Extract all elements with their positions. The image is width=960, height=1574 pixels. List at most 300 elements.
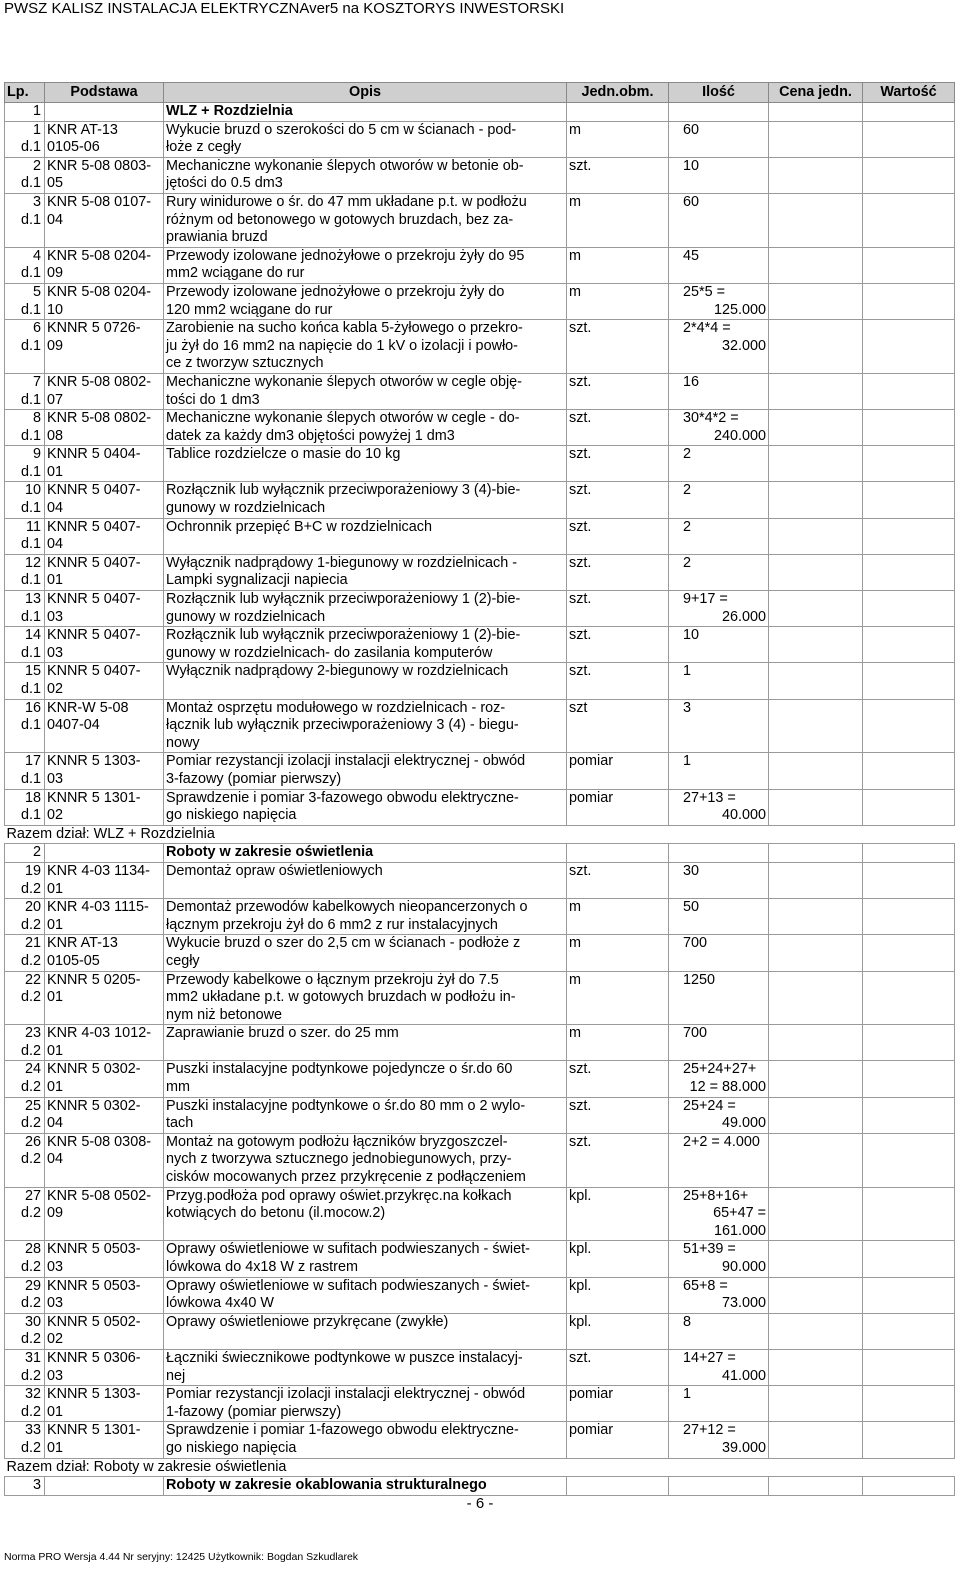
cell-ilosc <box>669 753 769 789</box>
cell-lp: 10 d.1 <box>5 482 45 518</box>
cell-lp: 11 d.1 <box>5 518 45 554</box>
table-row <box>5 554 955 590</box>
section-empty <box>567 1477 669 1496</box>
table-header-row <box>5 83 955 103</box>
cell-opis: Oprawy oświetleniowe w sufitach podwieszanych - świet- lówkowa do 4x18 W z rastrem <box>164 1241 567 1277</box>
table-row <box>5 627 955 663</box>
cell-cena <box>769 663 863 699</box>
cell-cena <box>769 591 863 627</box>
cell-cena <box>769 699 863 753</box>
ilosc-expression: 1 <box>683 753 692 770</box>
cell-podstawa: KNNR 5 0407- 04 <box>45 518 164 554</box>
cell-jedn: kpl. <box>567 1313 669 1349</box>
cell-opis: Oprawy oświetleniowe przykręcane (zwykłe) <box>164 1313 567 1349</box>
cell-wartosc <box>863 1097 955 1133</box>
table-row <box>5 446 955 482</box>
cell-jedn: m <box>567 971 669 1025</box>
cell-jedn: szt. <box>567 1133 669 1187</box>
table-row <box>5 663 955 699</box>
cell-cena <box>769 1061 863 1097</box>
cell-lp: 20 d.2 <box>5 899 45 935</box>
cell-cena <box>769 283 863 319</box>
cell-podstawa: KNR 5-08 0204- 09 <box>45 247 164 283</box>
ilosc-expression: 9+17 = <box>683 591 728 608</box>
cell-lp: 6 d.1 <box>5 320 45 374</box>
cell-cena <box>769 320 863 374</box>
cell-opis: Mechaniczne wykonanie ślepych otworów w cegle - do- datek za każdy dm3 objętości powyżej 1 dm3 <box>164 410 567 446</box>
cell-jedn: m <box>567 193 669 247</box>
cell-cena <box>769 1241 863 1277</box>
table-row <box>5 373 955 409</box>
section-empty <box>567 844 669 863</box>
cell-lp: 21 d.2 <box>5 935 45 971</box>
cell-lp: 4 d.1 <box>5 247 45 283</box>
cell-opis: Wykucie bruzd o szer do 2,5 cm w ścianach - podłoże z cegły <box>164 935 567 971</box>
section-number: 1 <box>5 103 45 122</box>
cell-ilosc <box>669 1422 769 1458</box>
cell-opis: Wykucie bruzd o szerokości do 5 cm w ścianach - pod- łoże z cegły <box>164 121 567 157</box>
table-row <box>5 899 955 935</box>
cell-ilosc <box>669 554 769 590</box>
cell-wartosc <box>863 1187 955 1241</box>
ilosc-expression: 25+24+27+ <box>683 1061 757 1078</box>
cell-cena <box>769 373 863 409</box>
cell-jedn: pomiar <box>567 753 669 789</box>
cell-podstawa: KNR AT-13 0105-05 <box>45 935 164 971</box>
table-row <box>5 482 955 518</box>
cell-jedn: kpl. <box>567 1241 669 1277</box>
cell-cena <box>769 1133 863 1187</box>
section-empty <box>669 844 769 863</box>
cell-wartosc <box>863 1349 955 1385</box>
cell-opis: Demontaż przewodów kabelkowych nieopancerzonych o łącznym przekroju żył do 6 mm2 z rur instalacyjnych <box>164 899 567 935</box>
cell-wartosc <box>863 899 955 935</box>
cell-jedn: m <box>567 283 669 319</box>
ilosc-expression: 10 <box>683 157 700 174</box>
cell-wartosc <box>863 373 955 409</box>
section-number: 2 <box>5 844 45 863</box>
cell-cena <box>769 1097 863 1133</box>
ilosc-expression: 16 <box>683 373 700 390</box>
cell-opis: Pomiar rezystancji izolacji instalacji elektrycznej - obwód 1-fazowy (pomiar pierwszy) <box>164 1386 567 1422</box>
cell-opis: Przewody izolowane jednożyłowe o przekroju żyły do 95 mm2 wciągane do rur <box>164 247 567 283</box>
cell-ilosc <box>669 1349 769 1385</box>
table-row <box>5 320 955 374</box>
cell-opis: Rozłącznik lub wyłącznik przeciwporażeniowy 1 (2)-bie- gunowy w rozdzielnicach <box>164 591 567 627</box>
table-row <box>5 157 955 193</box>
ilosc-expression: 1 <box>683 663 692 680</box>
ilosc-expression: 1 <box>683 1386 692 1403</box>
cell-jedn: szt. <box>567 862 669 898</box>
cell-jedn: szt. <box>567 320 669 374</box>
cell-cena <box>769 1313 863 1349</box>
cell-podstawa: KNR-W 5-08 0407-04 <box>45 699 164 753</box>
table-row <box>5 1422 955 1458</box>
cell-podstawa: KNNR 5 0407- 02 <box>45 663 164 699</box>
section-row <box>5 103 955 122</box>
cell-opis: Przyg.podłoża pod oprawy oświet.przykręc.na kołkach kotwiących do betonu (il.mocow.2) <box>164 1187 567 1241</box>
table-body <box>5 103 955 1496</box>
cell-ilosc <box>669 1061 769 1097</box>
cell-opis: Przewody izolowane jednożyłowe o przekroju żyły do 120 mm2 wciągane do rur <box>164 283 567 319</box>
ilosc-expression: 2 <box>683 446 692 463</box>
cell-ilosc <box>669 1241 769 1277</box>
cell-opis: Wyłącznik nadprądowy 1-biegunowy w rozdzielnicach - Lampki sygnalizacji napiecia <box>164 554 567 590</box>
cell-cena <box>769 518 863 554</box>
cell-podstawa: KNNR 5 0503- 03 <box>45 1241 164 1277</box>
cell-cena <box>769 971 863 1025</box>
cell-lp: 15 d.1 <box>5 663 45 699</box>
cell-cena <box>769 627 863 663</box>
cell-podstawa: KNNR 5 1301- 01 <box>45 1422 164 1458</box>
cell-ilosc <box>669 627 769 663</box>
cell-lp: 31 d.2 <box>5 1349 45 1385</box>
section-empty <box>769 1477 863 1496</box>
cell-wartosc <box>863 971 955 1025</box>
cell-wartosc <box>863 247 955 283</box>
ilosc-expression: 700 <box>683 1025 708 1042</box>
cell-cena <box>769 1187 863 1241</box>
document-header: PWSZ KALISZ INSTALACJA ELEKTRYCZNAver5 na KOSZTORYS INWESTORSKI <box>4 0 565 17</box>
cell-ilosc <box>669 1187 769 1241</box>
ilosc-expression: 30*4*2 = <box>683 410 739 427</box>
cell-podstawa: KNNR 5 1303- 03 <box>45 753 164 789</box>
table-row <box>5 591 955 627</box>
section-title: Roboty w zakresie oświetlenia <box>164 844 567 863</box>
cell-opis: Demontaż opraw oświetleniowych <box>164 862 567 898</box>
section-number: 3 <box>5 1477 45 1496</box>
cell-jedn: szt. <box>567 518 669 554</box>
cell-cena <box>769 482 863 518</box>
cell-podstawa: KNR 5-08 0204- 10 <box>45 283 164 319</box>
ilosc-expression: 27+13 = <box>683 789 736 806</box>
cell-podstawa: KNNR 5 0302- 01 <box>45 1061 164 1097</box>
ilosc-expression: 25+24 = <box>683 1097 736 1114</box>
cell-lp: 16 d.1 <box>5 699 45 753</box>
cell-jedn: szt. <box>567 1097 669 1133</box>
cell-wartosc <box>863 482 955 518</box>
section-empty <box>769 844 863 863</box>
ilosc-result: 73.000 <box>721 1295 766 1312</box>
section-row <box>5 1477 955 1496</box>
col-header-ilosc: Ilość <box>669 83 769 103</box>
software-footer: Norma PRO Wersja 4.44 Nr seryjny: 12425 Użytkownik: Bogdan Szkudlarek <box>4 1551 359 1563</box>
cell-opis: Sprawdzenie i pomiar 3-fazowego obwodu elektryczne- go niskiego napięcia <box>164 789 567 825</box>
ilosc-expression: 25+8+16+ <box>683 1187 749 1204</box>
cell-cena <box>769 1277 863 1313</box>
ilosc-expression: 30 <box>683 862 700 879</box>
cell-lp: 3 d.1 <box>5 193 45 247</box>
ilosc-expression: 45 <box>683 247 700 264</box>
table-row <box>5 699 955 753</box>
ilosc-expression: 1250 <box>683 971 716 988</box>
cell-opis: Sprawdzenie i pomiar 1-fazowego obwodu elektryczne- go niskiego napięcia <box>164 1422 567 1458</box>
cell-wartosc <box>863 591 955 627</box>
section-total-row <box>5 1458 955 1477</box>
cell-jedn: szt. <box>567 482 669 518</box>
cell-cena <box>769 1386 863 1422</box>
cell-lp: 8 d.1 <box>5 410 45 446</box>
ilosc-expression: 50 <box>683 899 700 916</box>
cell-opis: Ochronnik przepięć B+C w rozdzielnicach <box>164 518 567 554</box>
cell-podstawa: KNNR 5 0407- 03 <box>45 627 164 663</box>
cell-lp: 7 d.1 <box>5 373 45 409</box>
cell-podstawa: KNNR 5 0407- 03 <box>45 591 164 627</box>
cell-ilosc <box>669 157 769 193</box>
ilosc-expression: 8 <box>683 1313 692 1330</box>
table-row <box>5 1187 955 1241</box>
cell-podstawa: KNNR 5 0502- 02 <box>45 1313 164 1349</box>
cell-ilosc <box>669 1313 769 1349</box>
cell-jedn: szt. <box>567 1061 669 1097</box>
cell-wartosc <box>863 1241 955 1277</box>
cell-podstawa: KNR 4-03 1134- 01 <box>45 862 164 898</box>
cell-jedn: m <box>567 121 669 157</box>
cell-podstawa: KNR 5-08 0308- 04 <box>45 1133 164 1187</box>
section-total-label: Razem dział: Roboty w zakresie oświetlenia <box>5 1458 955 1477</box>
ilosc-expression: 27+12 = <box>683 1422 736 1439</box>
cell-cena <box>769 753 863 789</box>
cell-opis: Montaż na gotowym podłożu łączników bryzgoszczel- nych z tworzywa sztucznego jednobiegunowych, przy- cisków mocowanych przez przykręcenie z podłączeniem <box>164 1133 567 1187</box>
ilosc-expression: 2 <box>683 554 692 571</box>
ilosc-result: 26.000 <box>721 608 766 625</box>
ilosc-result: 40.000 <box>721 807 766 824</box>
cell-lp: 17 d.1 <box>5 753 45 789</box>
table-row <box>5 247 955 283</box>
cell-podstawa: KNNR 5 0407- 01 <box>45 554 164 590</box>
cell-ilosc <box>669 410 769 446</box>
section-total-label: Razem dział: WLZ + Rozdzielnia <box>5 825 955 844</box>
cell-ilosc <box>669 699 769 753</box>
cell-ilosc <box>669 446 769 482</box>
cell-cena <box>769 1422 863 1458</box>
cell-opis: Rozłącznik lub wyłącznik przeciwporażeniowy 3 (4)-bie- gunowy w rozdzielnicach <box>164 482 567 518</box>
cell-jedn: szt. <box>567 373 669 409</box>
cell-lp: 29 d.2 <box>5 1277 45 1313</box>
ilosc-expression: 60 <box>683 121 700 138</box>
cell-ilosc <box>669 862 769 898</box>
cell-wartosc <box>863 699 955 753</box>
cell-wartosc <box>863 1061 955 1097</box>
cell-opis: Zarobienie na sucho końca kabla 5-żyłowego o przekro- ju żył do 16 mm2 na napięcie do 1 kV o izolacji i powło- ce z tworzyw sztucznych <box>164 320 567 374</box>
section-row <box>5 844 955 863</box>
cell-jedn: szt. <box>567 410 669 446</box>
cell-wartosc <box>863 518 955 554</box>
cell-wartosc <box>863 1386 955 1422</box>
cell-opis: Montaż osprzętu modułowego w rozdzielnicach - roz- łącznik lub wyłącznik przeciwporażeniowy 3 (4) - biegu- nowy <box>164 699 567 753</box>
table-row <box>5 1313 955 1349</box>
cell-lp: 12 d.1 <box>5 554 45 590</box>
table-row <box>5 283 955 319</box>
cell-ilosc <box>669 1277 769 1313</box>
cell-opis: Puszki instalacyjne podtynkowe pojedyncze o śr.do 60 mm <box>164 1061 567 1097</box>
cell-lp: 30 d.2 <box>5 1313 45 1349</box>
cell-wartosc <box>863 320 955 374</box>
cell-opis: Pomiar rezystancji izolacji instalacji elektrycznej - obwód 3-fazowy (pomiar pierwszy) <box>164 753 567 789</box>
ilosc-expression: 3 <box>683 699 692 716</box>
table-row <box>5 1133 955 1187</box>
cell-ilosc <box>669 789 769 825</box>
cell-podstawa: KNNR 5 1301- 02 <box>45 789 164 825</box>
cell-wartosc <box>863 193 955 247</box>
cell-ilosc <box>669 1097 769 1133</box>
cell-wartosc <box>863 789 955 825</box>
section-empty <box>769 103 863 122</box>
cell-wartosc <box>863 935 955 971</box>
cell-jedn: szt. <box>567 157 669 193</box>
col-header-cena: Cena jedn. <box>769 83 863 103</box>
cell-lp: 18 d.1 <box>5 789 45 825</box>
cell-wartosc <box>863 1133 955 1187</box>
cell-podstawa: KNNR 5 0302- 04 <box>45 1097 164 1133</box>
section-empty <box>567 103 669 122</box>
page-number: - 6 - <box>466 1495 494 1512</box>
cell-lp: 24 d.2 <box>5 1061 45 1097</box>
table-row <box>5 121 955 157</box>
cell-lp: 33 d.2 <box>5 1422 45 1458</box>
col-header-podstawa: Podstawa <box>45 83 164 103</box>
cell-lp: 13 d.1 <box>5 591 45 627</box>
cell-podstawa: KNR 5-08 0802- 08 <box>45 410 164 446</box>
cell-ilosc <box>669 518 769 554</box>
ilosc-result: 32.000 <box>721 337 766 354</box>
ilosc-result: 65+47 = 161.000 <box>713 1205 766 1239</box>
cell-opis: Rury winidurowe o śr. do 47 mm układane p.t. w podłożu różnym od betonowego w gotowych bruzdach, bez za- prawiania bruzd <box>164 193 567 247</box>
cell-cena <box>769 121 863 157</box>
cell-lp: 23 d.2 <box>5 1025 45 1061</box>
section-empty <box>45 844 164 863</box>
cell-opis: Tablice rozdzielcze o masie do 10 kg <box>164 446 567 482</box>
table-row <box>5 789 955 825</box>
section-empty <box>669 1477 769 1496</box>
cell-opis: Przewody kabelkowe o łącznym przekroju żył do 7.5 mm2 układane p.t. w gotowych bruzdach w podłożu in- nym niż betonowe <box>164 971 567 1025</box>
section-empty <box>863 103 955 122</box>
cell-cena <box>769 899 863 935</box>
cell-jedn: m <box>567 247 669 283</box>
cell-wartosc <box>863 554 955 590</box>
cell-lp: 5 d.1 <box>5 283 45 319</box>
ilosc-expression: 10 <box>683 627 700 644</box>
section-empty <box>45 1477 164 1496</box>
section-total-row <box>5 825 955 844</box>
cell-podstawa: KNR 5-08 0107- 04 <box>45 193 164 247</box>
section-empty <box>45 103 164 122</box>
cell-jedn: kpl. <box>567 1277 669 1313</box>
cell-ilosc <box>669 663 769 699</box>
cell-lp: 26 d.2 <box>5 1133 45 1187</box>
cell-jedn: pomiar <box>567 789 669 825</box>
ilosc-expression: 51+39 = <box>683 1241 736 1258</box>
cell-wartosc <box>863 446 955 482</box>
cell-jedn: pomiar <box>567 1422 669 1458</box>
table-row <box>5 971 955 1025</box>
section-empty <box>863 844 955 863</box>
cell-jedn: szt. <box>567 591 669 627</box>
cell-lp: 22 d.2 <box>5 971 45 1025</box>
ilosc-result: 41.000 <box>721 1367 766 1384</box>
cell-cena <box>769 935 863 971</box>
cell-jedn: m <box>567 899 669 935</box>
ilosc-result: 90.000 <box>721 1259 766 1275</box>
ilosc-expression: 14+27 = <box>683 1349 736 1366</box>
cell-opis: Łączniki świecznikowe podtynkowe w puszce instalacyj- nej <box>164 1349 567 1385</box>
cell-wartosc <box>863 627 955 663</box>
cell-lp: 27 d.2 <box>5 1187 45 1241</box>
cell-opis: Oprawy oświetleniowe w sufitach podwieszanych - świet- lówkowa 4x40 W <box>164 1277 567 1313</box>
cell-jedn: szt. <box>567 446 669 482</box>
table-row <box>5 753 955 789</box>
table-row <box>5 1241 955 1277</box>
cell-cena <box>769 193 863 247</box>
cell-ilosc <box>669 373 769 409</box>
cell-cena <box>769 1349 863 1385</box>
cell-lp: 19 d.2 <box>5 862 45 898</box>
cell-opis: Mechaniczne wykonanie ślepych otworów w cegle obję- tości do 1 dm3 <box>164 373 567 409</box>
col-header-opis: Opis <box>164 83 567 103</box>
cell-jedn: szt. <box>567 554 669 590</box>
cell-cena <box>769 446 863 482</box>
cell-wartosc <box>863 1277 955 1313</box>
cell-wartosc <box>863 1313 955 1349</box>
table-row <box>5 862 955 898</box>
table-row <box>5 410 955 446</box>
section-empty <box>863 1477 955 1496</box>
ilosc-expression: 25*5 = <box>683 283 726 300</box>
cell-jedn: szt <box>567 699 669 753</box>
table-row <box>5 518 955 554</box>
cell-wartosc <box>863 1025 955 1061</box>
cell-podstawa: KNNR 5 0726- 09 <box>45 320 164 374</box>
ilosc-expression: 2*4*4 = <box>683 320 731 337</box>
cell-cena <box>769 1025 863 1061</box>
cell-podstawa: KNR AT-13 0105-06 <box>45 121 164 157</box>
cell-podstawa: KNNR 5 0404- 01 <box>45 446 164 482</box>
ilosc-expression: 65+8 = <box>683 1277 728 1294</box>
cell-opis: Mechaniczne wykonanie ślepych otworów w betonie ob- jętości do 0.5 dm3 <box>164 157 567 193</box>
section-empty <box>669 103 769 122</box>
cell-cena <box>769 554 863 590</box>
ilosc-result: 125.000 <box>713 301 766 318</box>
cell-lp: 28 d.2 <box>5 1241 45 1277</box>
cell-ilosc <box>669 1386 769 1422</box>
ilosc-result: 39.000 <box>721 1439 766 1456</box>
cell-cena <box>769 247 863 283</box>
cell-opis: Zaprawianie bruzd o szer. do 25 mm <box>164 1025 567 1061</box>
cell-ilosc <box>669 899 769 935</box>
col-header-wartosc: Wartość <box>863 83 955 103</box>
ilosc-expression: 2 <box>683 518 692 535</box>
cell-ilosc <box>669 1025 769 1061</box>
cell-wartosc <box>863 121 955 157</box>
table-row <box>5 1386 955 1422</box>
ilosc-expression: 700 <box>683 935 708 952</box>
cell-ilosc <box>669 193 769 247</box>
cell-ilosc <box>669 121 769 157</box>
cell-jedn: m <box>567 1025 669 1061</box>
cell-podstawa: KNR 4-03 1115- 01 <box>45 899 164 935</box>
cell-podstawa: KNR 4-03 1012- 01 <box>45 1025 164 1061</box>
cell-wartosc <box>863 157 955 193</box>
cell-lp: 32 d.2 <box>5 1386 45 1422</box>
cell-podstawa: KNNR 5 0306- 03 <box>45 1349 164 1385</box>
cell-jedn: szt. <box>567 663 669 699</box>
table-row <box>5 1277 955 1313</box>
cell-cena <box>769 410 863 446</box>
table-row <box>5 1061 955 1097</box>
cell-podstawa: KNNR 5 0205- 01 <box>45 971 164 1025</box>
ilosc-expression: 2 <box>683 482 692 499</box>
section-title: Roboty w zakresie okablowania strukturalnego <box>164 1477 567 1496</box>
